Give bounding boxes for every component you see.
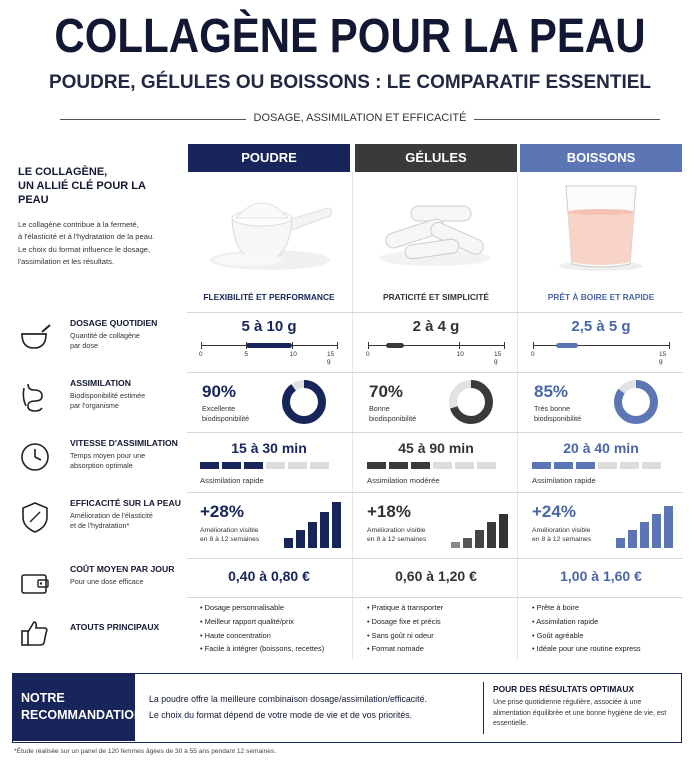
- efficacite-label-1: Amélioration visible: [532, 527, 591, 534]
- speed-segment: [367, 462, 386, 469]
- row-desc-assimilation-2: par l'organisme: [70, 401, 119, 410]
- dosage-value: 2 à 4 g: [412, 318, 460, 335]
- cout-value: 0,60 à 1,20 €: [395, 568, 477, 584]
- cout-value: 0,40 à 0,80 €: [228, 568, 310, 584]
- scale-tick-label: 0: [199, 351, 203, 358]
- intro-block: [18, 165, 178, 269]
- intro-text-1: Le collagène contribue à la fermeté,: [18, 220, 139, 229]
- efficacite-value: +18%: [367, 502, 411, 521]
- row-title-atouts: ATOUTS PRINCIPAUX: [70, 622, 160, 632]
- tagline: DOSAGE, ASSIMILATION ET EFFICACITÉ: [246, 112, 475, 124]
- results-title: POUR DES RÉSULTATS OPTIMAUX: [493, 684, 634, 694]
- clock-icon: [18, 440, 52, 474]
- atout-item: • Dosage fixe et précis: [367, 615, 517, 629]
- scoop-icon: [18, 320, 52, 354]
- row-title-cout: COÛT MOYEN PAR JOUR: [70, 564, 175, 574]
- atout-item: • Assimilation rapide: [532, 615, 682, 629]
- thumbs-up-icon: [18, 616, 52, 650]
- row-desc-dosage-2: par dose: [70, 341, 98, 350]
- speed-segment: [310, 462, 329, 469]
- dosage-cell-gelules: [355, 318, 517, 365]
- efficacite-cell-poudre: [188, 496, 350, 554]
- speed-segment: [576, 462, 595, 469]
- intro-text-3: Le choix du format influence le dosage,: [18, 244, 151, 254]
- scale-tick-mark: [292, 342, 293, 349]
- scale-tick-mark: [459, 342, 460, 349]
- intro-heading-2: UN ALLIÉ CLÉ POUR LA PEAU: [18, 180, 146, 206]
- row-divider: [187, 597, 683, 598]
- recommendation-heading: [13, 674, 143, 741]
- speed-segment: [455, 462, 474, 469]
- bio-percent: 85%: [534, 382, 569, 401]
- dosage-range-bar: [386, 343, 404, 348]
- dosage-scale: [366, 341, 504, 365]
- bio-label-1: Bonne: [369, 404, 390, 413]
- cout-cell-boissons: [520, 568, 682, 584]
- speed-segment: [389, 462, 408, 469]
- scale-tick-label: 10: [289, 351, 297, 358]
- bio-label-2: biodisponibilité: [202, 414, 250, 423]
- drink-glass-image: [520, 174, 682, 274]
- scale-tick-mark: [368, 342, 369, 349]
- row-title-vitesse: VITESSE D'ASSIMILATION: [70, 438, 178, 448]
- capsules-image: [355, 174, 517, 274]
- speed-segment: [477, 462, 496, 469]
- efficacite-label-2: en 8 à 12 semaines: [367, 536, 427, 543]
- recommendation-box: [12, 673, 682, 743]
- bio-percent: 90%: [202, 382, 237, 401]
- vitesse-label: Assimilation modérée: [367, 476, 440, 485]
- vitesse-label: Assimilation rapide: [532, 476, 596, 485]
- efficacite-label-1: Amélioration visible: [367, 527, 426, 534]
- tagline-poudre: FLEXIBILITÉ ET PERFORMANCE: [203, 292, 335, 302]
- atout-item: • Sans goût ni odeur: [367, 629, 517, 643]
- atout-item: • Idéale pour une routine express: [532, 642, 682, 656]
- row-desc-vitesse-2: absorption optimale: [70, 461, 133, 470]
- tagline-gelules: PRATICITÉ ET SIMPLICITÉ: [383, 292, 489, 302]
- scale-tick-label: 10: [456, 351, 464, 358]
- scale-tick-label: 5: [244, 351, 248, 358]
- speed-segment: [620, 462, 639, 469]
- dosage-value: 2,5 à 5 g: [571, 318, 631, 335]
- speed-segment: [288, 462, 307, 469]
- efficacite-value: +24%: [532, 502, 576, 521]
- row-desc-cout-1: Pour une dose efficace: [70, 577, 144, 586]
- scale-tick-mark: [504, 342, 505, 349]
- vitesse-segments: [200, 462, 350, 469]
- dosage-cell-poudre: [188, 318, 350, 365]
- bio-label-1: Excellente: [202, 404, 236, 413]
- dosage-scale: [531, 341, 669, 365]
- row-divider: [187, 558, 683, 559]
- efficacite-value: +28%: [200, 502, 244, 521]
- dosage-range-bar: [246, 343, 291, 348]
- cout-value: 1,00 à 1,60 €: [560, 568, 642, 584]
- scale-tick-label: 15 g: [327, 351, 335, 365]
- atout-item: • Facile à intégrer (boissons, recettes): [200, 642, 350, 656]
- row-desc-assimilation-1: Biodisponibilité estimée: [70, 391, 146, 400]
- atout-item: • Pratique à transporter: [367, 601, 517, 615]
- scale-tick-mark: [669, 342, 670, 349]
- row-desc-vitesse-1: Temps moyen pour une: [70, 451, 146, 460]
- scale-tick-label: 15 g: [494, 351, 502, 365]
- powder-scoop-image: [188, 174, 350, 274]
- bar-chart-icon: [282, 498, 342, 550]
- dosage-cell-boissons: [520, 318, 682, 365]
- efficacite-label-2: en 8 à 12 semaines: [200, 536, 260, 543]
- dosage-range-bar: [556, 343, 579, 348]
- scale-tick-mark: [246, 342, 247, 349]
- page-title: COLLAGÈNE POUR LA PEAU: [54, 8, 646, 63]
- bio-label-1: Très bonne: [534, 404, 571, 413]
- vitesse-segments: [532, 462, 682, 469]
- vitesse-cell-gelules: [355, 440, 517, 485]
- recommendation-text-2: Le choix du format dépend de votre mode de vie et de vos priorités.: [149, 710, 413, 720]
- speed-segment: [532, 462, 551, 469]
- scale-tick-mark: [201, 342, 202, 349]
- column-boissons: [520, 144, 682, 302]
- vitesse-segments: [367, 462, 517, 469]
- column-gelules: [355, 144, 517, 302]
- recommendation-text-1: La poudre offre la meilleure combinaison dosage/assimilation/efficacité.: [149, 694, 427, 704]
- vitesse-cell-boissons: [520, 440, 682, 485]
- speed-segment: [266, 462, 285, 469]
- scale-tick-label: 15 g: [659, 351, 667, 365]
- row-desc-efficacite-1: Amélioration de l'élasticité: [70, 511, 153, 520]
- tagline-boissons: PRÊT À BOIRE ET RAPIDE: [547, 292, 655, 302]
- atout-item: • Dosage personnalisable: [200, 601, 350, 615]
- column-divider: [352, 172, 353, 660]
- atout-item: • Format nomade: [367, 642, 517, 656]
- speed-segment: [554, 462, 573, 469]
- vitesse-value: 15 à 30 min: [231, 440, 307, 456]
- atouts-cell-poudre: [188, 601, 350, 656]
- scale-tick-mark: [533, 342, 534, 349]
- atout-item: • Meilleur rapport qualité/prix: [200, 615, 350, 629]
- footnote: *Étude réalisée sur un panel de 120 femmes âgées de 30 à 55 ans pendant 12 semaines.: [14, 748, 277, 755]
- speed-segment: [433, 462, 452, 469]
- vitesse-cell-poudre: [188, 440, 350, 485]
- speed-segment: [200, 462, 219, 469]
- row-desc-efficacite-2: et de l'hydratation*: [70, 521, 130, 530]
- donut-fill: [286, 384, 322, 420]
- cout-cell-poudre: [188, 568, 350, 584]
- assimilation-cell-boissons: [520, 374, 682, 432]
- results-text: Une prise quotidienne régulière, associée à une alimentation équilibrée et une bonne hygiène de vie, est essentielle.: [493, 699, 667, 727]
- recommendation-divider: [483, 682, 484, 734]
- vitesse-value: 20 à 40 min: [563, 440, 639, 456]
- vitesse-value: 45 à 90 min: [398, 440, 474, 456]
- column-header-boissons: BOISSONS: [520, 144, 682, 172]
- efficacite-cell-gelules: [355, 496, 517, 554]
- atout-item: • Haute concentration: [200, 629, 350, 643]
- vitesse-label: Assimilation rapide: [200, 476, 264, 485]
- row-divider: [187, 372, 683, 373]
- row-title-assimilation: ASSIMILATION: [70, 378, 131, 388]
- intro-text-4: l'assimilation et les résultats.: [18, 257, 114, 267]
- atout-item: • Prête à boire: [532, 601, 682, 615]
- column-divider: [517, 172, 518, 660]
- column-poudre: [188, 144, 350, 302]
- bio-donut: [612, 378, 660, 426]
- bio-donut: [447, 378, 495, 426]
- cout-cell-gelules: [355, 568, 517, 584]
- shield-icon: [18, 500, 52, 534]
- scale-tick-label: 0: [366, 351, 370, 358]
- column-header-poudre: POUDRE: [188, 144, 350, 172]
- speed-segment: [642, 462, 661, 469]
- assimilation-cell-gelules: [355, 374, 517, 432]
- scale-tick-mark: [337, 342, 338, 349]
- speed-segment: [244, 462, 263, 469]
- page-subtitle: POUDRE, GÉLULES OU BOISSONS : LE COMPARATIF ESSENTIEL: [48, 72, 652, 93]
- recommendation-heading-2: RECOMMANDATION: [21, 708, 143, 722]
- dosage-scale: [199, 341, 337, 365]
- wallet-icon: [18, 566, 52, 600]
- bio-percent: 70%: [369, 382, 404, 401]
- row-title-efficacite: EFFICACITÉ SUR LA PEAU: [70, 498, 181, 508]
- row-title-dosage: DOSAGE QUOTIDIEN: [70, 318, 158, 328]
- row-divider: [187, 312, 683, 313]
- speed-segment: [222, 462, 241, 469]
- atouts-cell-gelules: [355, 601, 517, 656]
- intestine-icon: [18, 380, 52, 414]
- efficacite-label-2: en 8 à 12 semaines: [532, 536, 592, 543]
- row-desc-dosage-1: Quantité de collagène: [70, 331, 140, 340]
- tagline-row: [60, 111, 660, 127]
- bio-label-2: biodisponibilité: [534, 414, 582, 423]
- bio-label-2: biodisponibilité: [369, 414, 417, 423]
- bio-donut: [280, 378, 328, 426]
- bar-chart-icon: [449, 498, 509, 550]
- efficacite-label-1: Amélioration visible: [200, 527, 259, 534]
- efficacite-cell-boissons: [520, 496, 682, 554]
- intro-text-2: à l'élasticité et à l'hydratation de la peau.: [18, 232, 155, 242]
- recommendation-heading-1: NOTRE: [21, 691, 65, 705]
- intro-heading-1: LE COLLAGÈNE,: [18, 166, 108, 178]
- bar-chart-icon: [614, 498, 674, 550]
- dosage-value: 5 à 10 g: [241, 318, 297, 335]
- speed-segment: [411, 462, 430, 469]
- atouts-cell-boissons: [520, 601, 682, 656]
- speed-segment: [598, 462, 617, 469]
- scale-axis: [533, 345, 669, 346]
- column-header-gelules: GÉLULES: [355, 144, 517, 172]
- assimilation-cell-poudre: [188, 374, 350, 432]
- scale-tick-label: 0: [531, 351, 535, 358]
- row-divider: [187, 432, 683, 433]
- atout-item: • Goût agréable: [532, 629, 682, 643]
- row-divider: [187, 492, 683, 493]
